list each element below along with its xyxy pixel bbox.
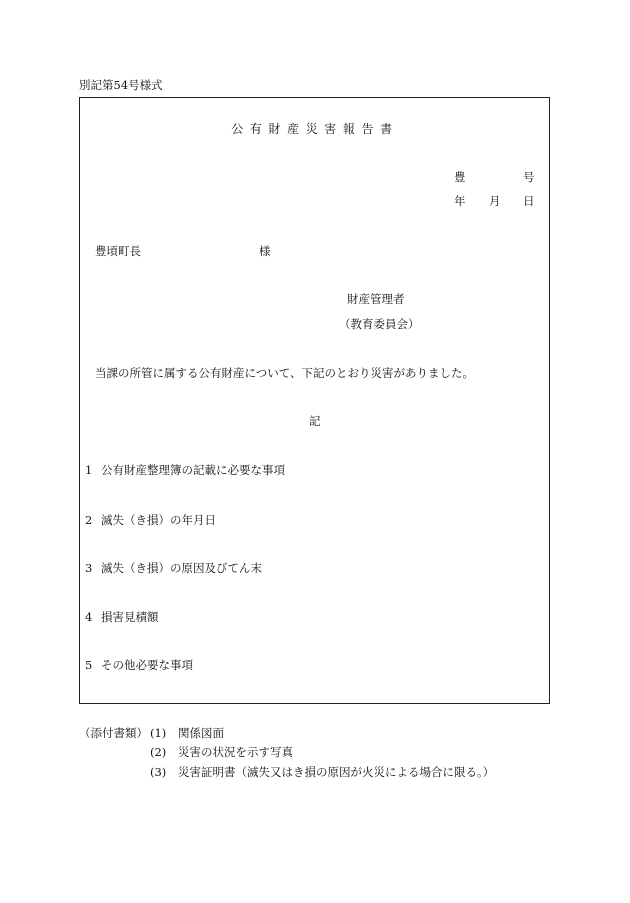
date-month: 月 — [489, 194, 501, 208]
sender-org: （教育委員会） — [339, 317, 420, 331]
ref-prefix: 豊 — [454, 170, 466, 184]
item-number: 2 — [85, 513, 93, 527]
attachment-text: 関係図面 — [178, 726, 224, 740]
ref-suffix: 号 — [523, 170, 535, 184]
attachment-number: (3) — [150, 765, 167, 779]
document-title: 公有財産災害報告書 — [231, 122, 399, 136]
date-day: 日 — [523, 194, 535, 208]
item-number: 4 — [85, 610, 93, 624]
sender-title: 財産管理者 — [347, 292, 405, 306]
attachment-text: 災害証明書（滅失又はき損の原因が火災による場合に限る。） — [178, 765, 495, 779]
item-text: 損害見積額 — [101, 610, 159, 624]
item-text: 公有財産整理簿の記載に必要な事項 — [101, 463, 285, 477]
addressee-name: 豊頃町長 — [95, 244, 141, 258]
attachments-label: （添付書類） — [79, 726, 148, 740]
attachment-text: 災害の状況を示す写真 — [178, 745, 293, 759]
form-label: 別記第54号様式 — [79, 78, 163, 92]
statement-text: 当課の所管に属する公有財産について、下記のとおり災害がありました。 — [95, 366, 475, 380]
item-number: 3 — [85, 561, 93, 575]
attachment-number: (2) — [150, 745, 167, 759]
ki-heading: 記 — [309, 414, 321, 428]
date-year: 年 — [454, 194, 466, 208]
item-text: 滅失（き損）の原因及びてん末 — [101, 561, 262, 575]
attachment-number: (1) — [150, 726, 167, 740]
item-number: 1 — [85, 463, 93, 477]
item-number: 5 — [85, 658, 93, 672]
addressee-honorific: 様 — [259, 244, 271, 258]
item-text: 滅失（き損）の年月日 — [101, 513, 216, 527]
item-text: その他必要な事項 — [101, 658, 193, 672]
